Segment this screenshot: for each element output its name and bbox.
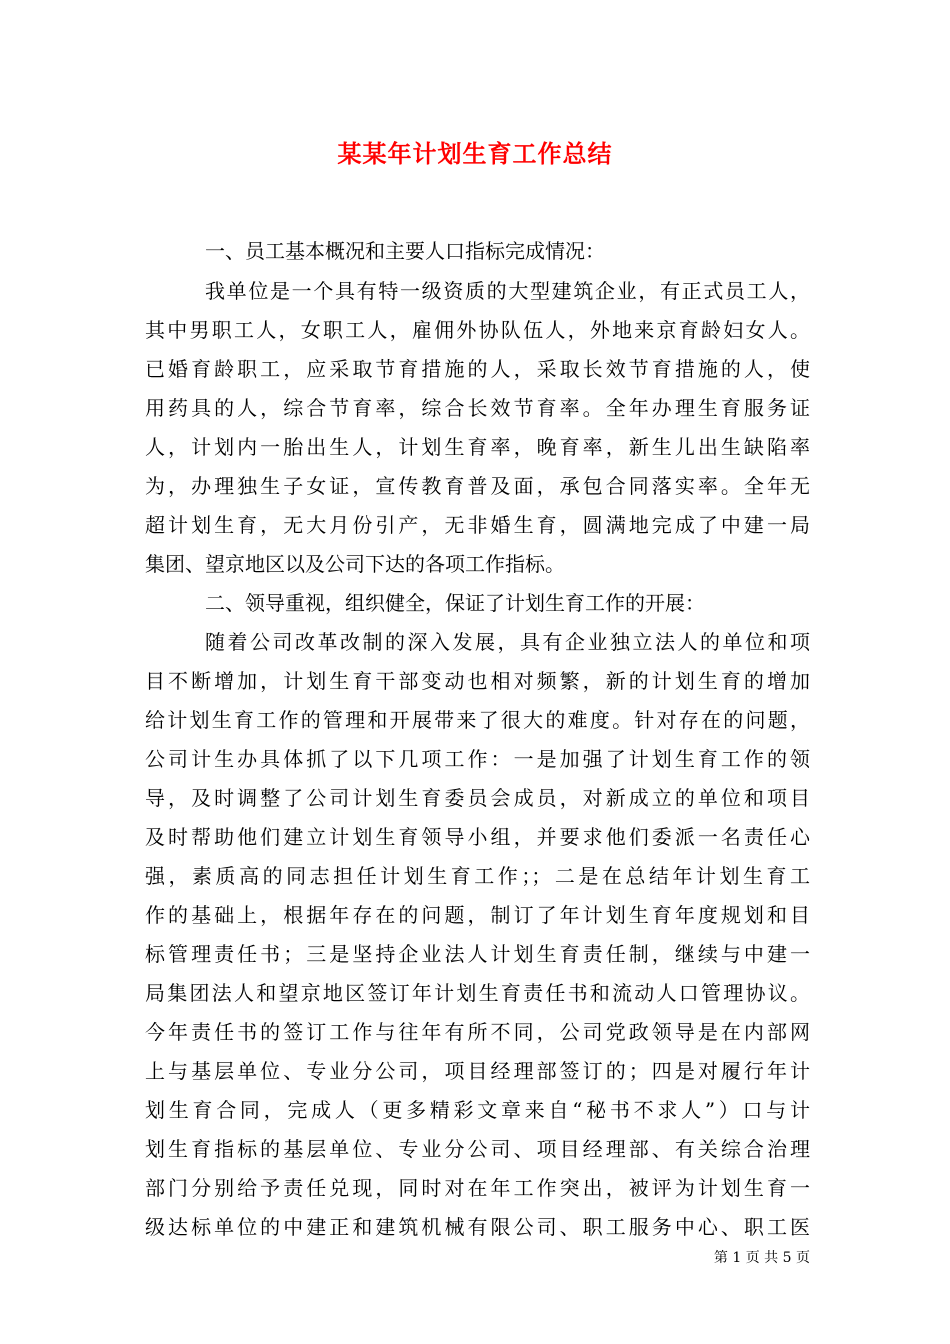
body-line: 划生育合同，完成人（更多精彩文章来自“秘书不求人”）口与计 <box>145 1098 810 1122</box>
page-number-footer: 第 1 页 共 5 页 <box>713 1250 810 1266</box>
body-line: 我单位是一个具有特一级资质的大型建筑企业，有正式员工人， <box>205 279 810 303</box>
body-line: 超计划生育，无大月份引产，无非婚生育，圆满地完成了中建一局 <box>145 513 810 537</box>
body-line: 部门分别给予责任兑现，同时对在年工作突出，被评为计划生育一 <box>145 1176 810 1200</box>
body-line: 局集团法人和望京地区签订年计划生育责任书和流动人口管理协议。 <box>145 981 810 1005</box>
body-line: 人，计划内一胎出生人，计划生育率，晚育率，新生儿出生缺陷率 <box>145 435 810 459</box>
body-line: 已婚育龄职工，应采取节育措施的人，采取长效节育措施的人，使 <box>145 357 810 381</box>
body-line: 作的基础上，根据年存在的问题，制订了年计划生育年度规划和目 <box>145 903 810 927</box>
body-line: 标管理责任书；三是坚持企业法人计划生育责任制，继续与中建一 <box>145 942 810 966</box>
body-line: 划生育指标的基层单位、专业分公司、项目经理部、有关综合治理 <box>145 1137 810 1161</box>
section-heading-2: 二、领导重视，组织健全，保证了计划生育工作的开展： <box>205 591 705 615</box>
body-line: 用药具的人，综合节育率，综合长效节育率。全年办理生育服务证 <box>145 396 810 420</box>
body-line: 集团、望京地区以及公司下达的各项工作指标。 <box>145 552 565 576</box>
body-line: 及时帮助他们建立计划生育领导小组，并要求他们委派一名责任心 <box>145 825 810 849</box>
body-line: 级达标单位的中建正和建筑机械有限公司、职工服务中心、职工医 <box>145 1215 810 1239</box>
section-heading-1: 一、员工基本概况和主要人口指标完成情况： <box>205 239 605 263</box>
body-line: 今年责任书的签订工作与往年有所不同，公司党政领导是在内部网 <box>145 1020 810 1044</box>
body-line: 其中男职工人，女职工人，雇佣外协队伍人，外地来京育龄妇女人。 <box>145 318 810 342</box>
body-line: 导，及时调整了公司计划生育委员会成员，对新成立的单位和项目 <box>145 786 810 810</box>
body-line: 上与基层单位、专业分公司，项目经理部签订的；四是对履行年计 <box>145 1059 810 1083</box>
body-line: 公司计生办具体抓了以下几项工作：一是加强了计划生育工作的领 <box>145 747 810 771</box>
document-title: 某某年计划生育工作总结 <box>337 139 613 168</box>
body-line: 为，办理独生子女证，宣传教育普及面，承包合同落实率。全年无 <box>145 474 810 498</box>
body-line: 目不断增加，计划生育干部变动也相对频繁，新的计划生育的增加 <box>145 669 810 693</box>
body-line: 随着公司改革改制的深入发展，具有企业独立法人的单位和项 <box>205 630 810 654</box>
body-line: 给计划生育工作的管理和开展带来了很大的难度。针对存在的问题， <box>145 708 810 732</box>
body-line: 强，素质高的同志担任计划生育工作；；二是在总结年计划生育工 <box>145 864 810 888</box>
